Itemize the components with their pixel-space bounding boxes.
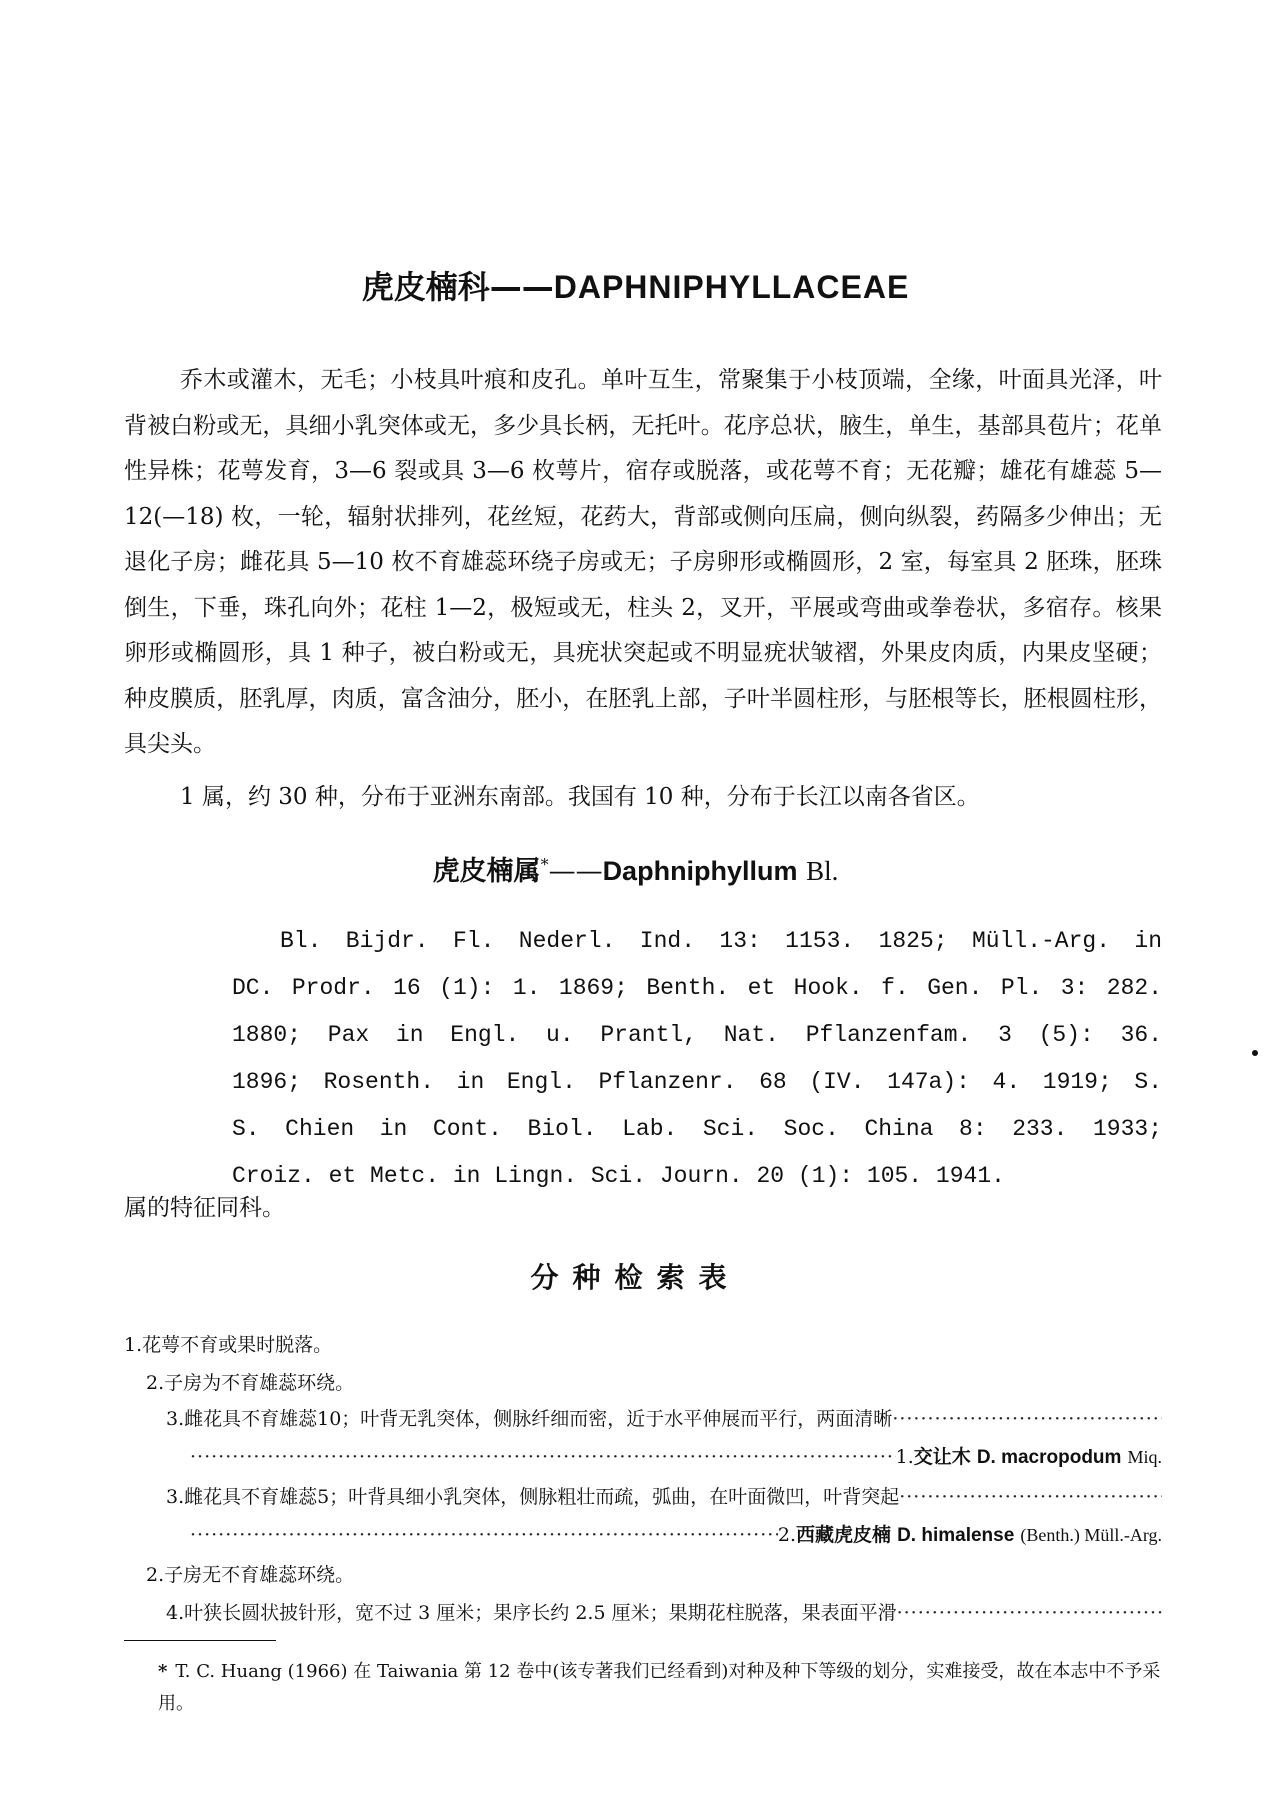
footnote-marker: * (158, 1661, 168, 1682)
family-title-latin: DAPHNIPHYLLACEAE (553, 269, 910, 305)
key-lead-3a (166, 1404, 1162, 1431)
key-lead-4 (166, 1598, 1162, 1625)
family-distribution: 1 属，约 30 种，分布于亚洲东南部。我国有 10 种，分布于长江以南各省区。 (180, 784, 980, 810)
family-description: 乔木或灌木，无毛；小枝具叶痕和皮孔。单叶互生，常聚集于小枝顶端，全缘，叶面具光泽，叶背被白粉或无，具细小乳突体或无，多少具长柄，无托叶。花序总状，腋生，单生，基部具苞片；花单性异株；花萼发育，3—6 裂或具 3—6 枚萼片，宿存或脱落，或花萼不育；无花瓣；雄花有雄蕊 5—12(—18) 枚，一轮，辐射状排列，花丝短，花药大，背部或侧向压扁，侧向纵裂，药隔多少伸出；无退化子房；雌花具 5—10 枚不育雄蕊环绕子房或无；子房卵形或椭圆形，2 室，每室具 2 胚珠，胚珠倒生，下垂，珠孔向外；花柱 1—2，极短或无，柱头 2，叉开，平展或弯曲或拳卷状，多宿存。核果卵形或椭圆形，具 1 种子，被白粉或无，具疣状突起或不明显疣状皱褶，外果皮肉质，内果皮坚硬；种皮膜质，胚乳厚，肉质，富含油分，胚小，在胚乳上部，子叶半圆柱形，与胚根等长，胚根圆柱形，具尖头。 (124, 367, 1162, 757)
genus-references (232, 918, 1162, 1200)
key-species-1 (190, 1442, 1162, 1469)
species-author: (Benth.) Müll.-Arg. (1020, 1525, 1162, 1545)
dot-leader (190, 1524, 778, 1546)
dot-leader (899, 1486, 1162, 1508)
footnote-text: T. C. Huang (1966) 在 Taiwania 第 12 卷中(该专著我们已经看到)对种及种下等级的划分，实难接受，故在本志中不予采用。 (158, 1661, 1161, 1714)
family-title (0, 262, 1271, 308)
key-lead-1: 1.花萼不育或果时脱落。 (124, 1334, 333, 1356)
reference-line: DC. Prodr. 16 (1): 1. 1869; Benth. et Hook. f. Gen. Pl. 3: 282. (232, 975, 1162, 1001)
family-title-cn: 虎皮楠科 (361, 268, 490, 306)
species-latin-name: D. himalense (897, 1525, 1015, 1546)
key-species-2 (190, 1520, 1162, 1547)
reference-line: 1880; Pax in Engl. u. Prantl, Nat. Pflanzenfam. 3 (5): 36. (232, 1022, 1162, 1048)
genus-footnote-marker: * (540, 855, 549, 874)
species-latin-name: D. macropodum (976, 1447, 1122, 1468)
dot-leader (892, 1408, 1162, 1430)
genus-title-author: Bl. (806, 856, 839, 886)
genus-title-cn: 虎皮楠属 (432, 856, 541, 887)
species-cn-name: 交让木 (913, 1446, 971, 1468)
footnote-divider (124, 1640, 276, 1641)
key-lead-3a-text: 3.雌花具不育雄蕊10；叶背无乳突体，侧脉纤细而密，近于水平伸展而平行，两面清晰 (166, 1408, 893, 1430)
key-lead-3b-text: 3.雌花具不育雄蕊5；叶背具细小乳突体，侧脉粗壮而疏，弧曲，在叶面微凹，叶背突起 (166, 1486, 900, 1508)
reference-line: S. Chien in Cont. Biol. Lab. Sci. Soc. China 8: 233. 1933; (232, 1116, 1162, 1142)
dot-leader (897, 1602, 1162, 1624)
species-cn-name: 西藏虎皮楠 (796, 1524, 892, 1546)
reference-line: Bl. Bijdr. Fl. Nederl. Ind. 13: 1153. 1825; Müll.-Arg. in (280, 928, 1162, 954)
genus-title-dash: —— (548, 856, 603, 887)
genus-title-latin: Daphniphyllum (602, 856, 798, 886)
genus-title (0, 849, 1271, 888)
genus-characters: 属的特征同科。 (124, 1195, 285, 1221)
key-lead-3b (166, 1482, 1162, 1509)
family-title-dash: —— (489, 268, 554, 306)
dot-leader (190, 1446, 896, 1468)
key-lead-2: 2.子房为不育雄蕊环绕。 (146, 1372, 355, 1394)
key-title: 分种检索表 (530, 1261, 741, 1294)
species-number: 1. (895, 1446, 914, 1468)
species-number: 2. (777, 1524, 797, 1546)
footnote (158, 1656, 1168, 1720)
key-lead-2b: 2.子房无不育雄蕊环绕。 (146, 1564, 355, 1586)
key-lead-4-text: 4.叶狭长圆状披针形，宽不过 3 厘米；果序长约 2.5 厘米；果期花柱脱落，果表面平滑 (166, 1602, 897, 1624)
species-author: Miq. (1127, 1447, 1162, 1467)
reference-line: 1896; Rosenth. in Engl. Pflanzenr. 68 (IV. 147a): 4. 1919; S. (232, 1069, 1162, 1095)
reference-line: Croiz. et Metc. in Lingn. Sci. Journ. 20 (1): 105. 1941. (232, 1163, 1005, 1189)
margin-speck (1252, 1050, 1258, 1056)
